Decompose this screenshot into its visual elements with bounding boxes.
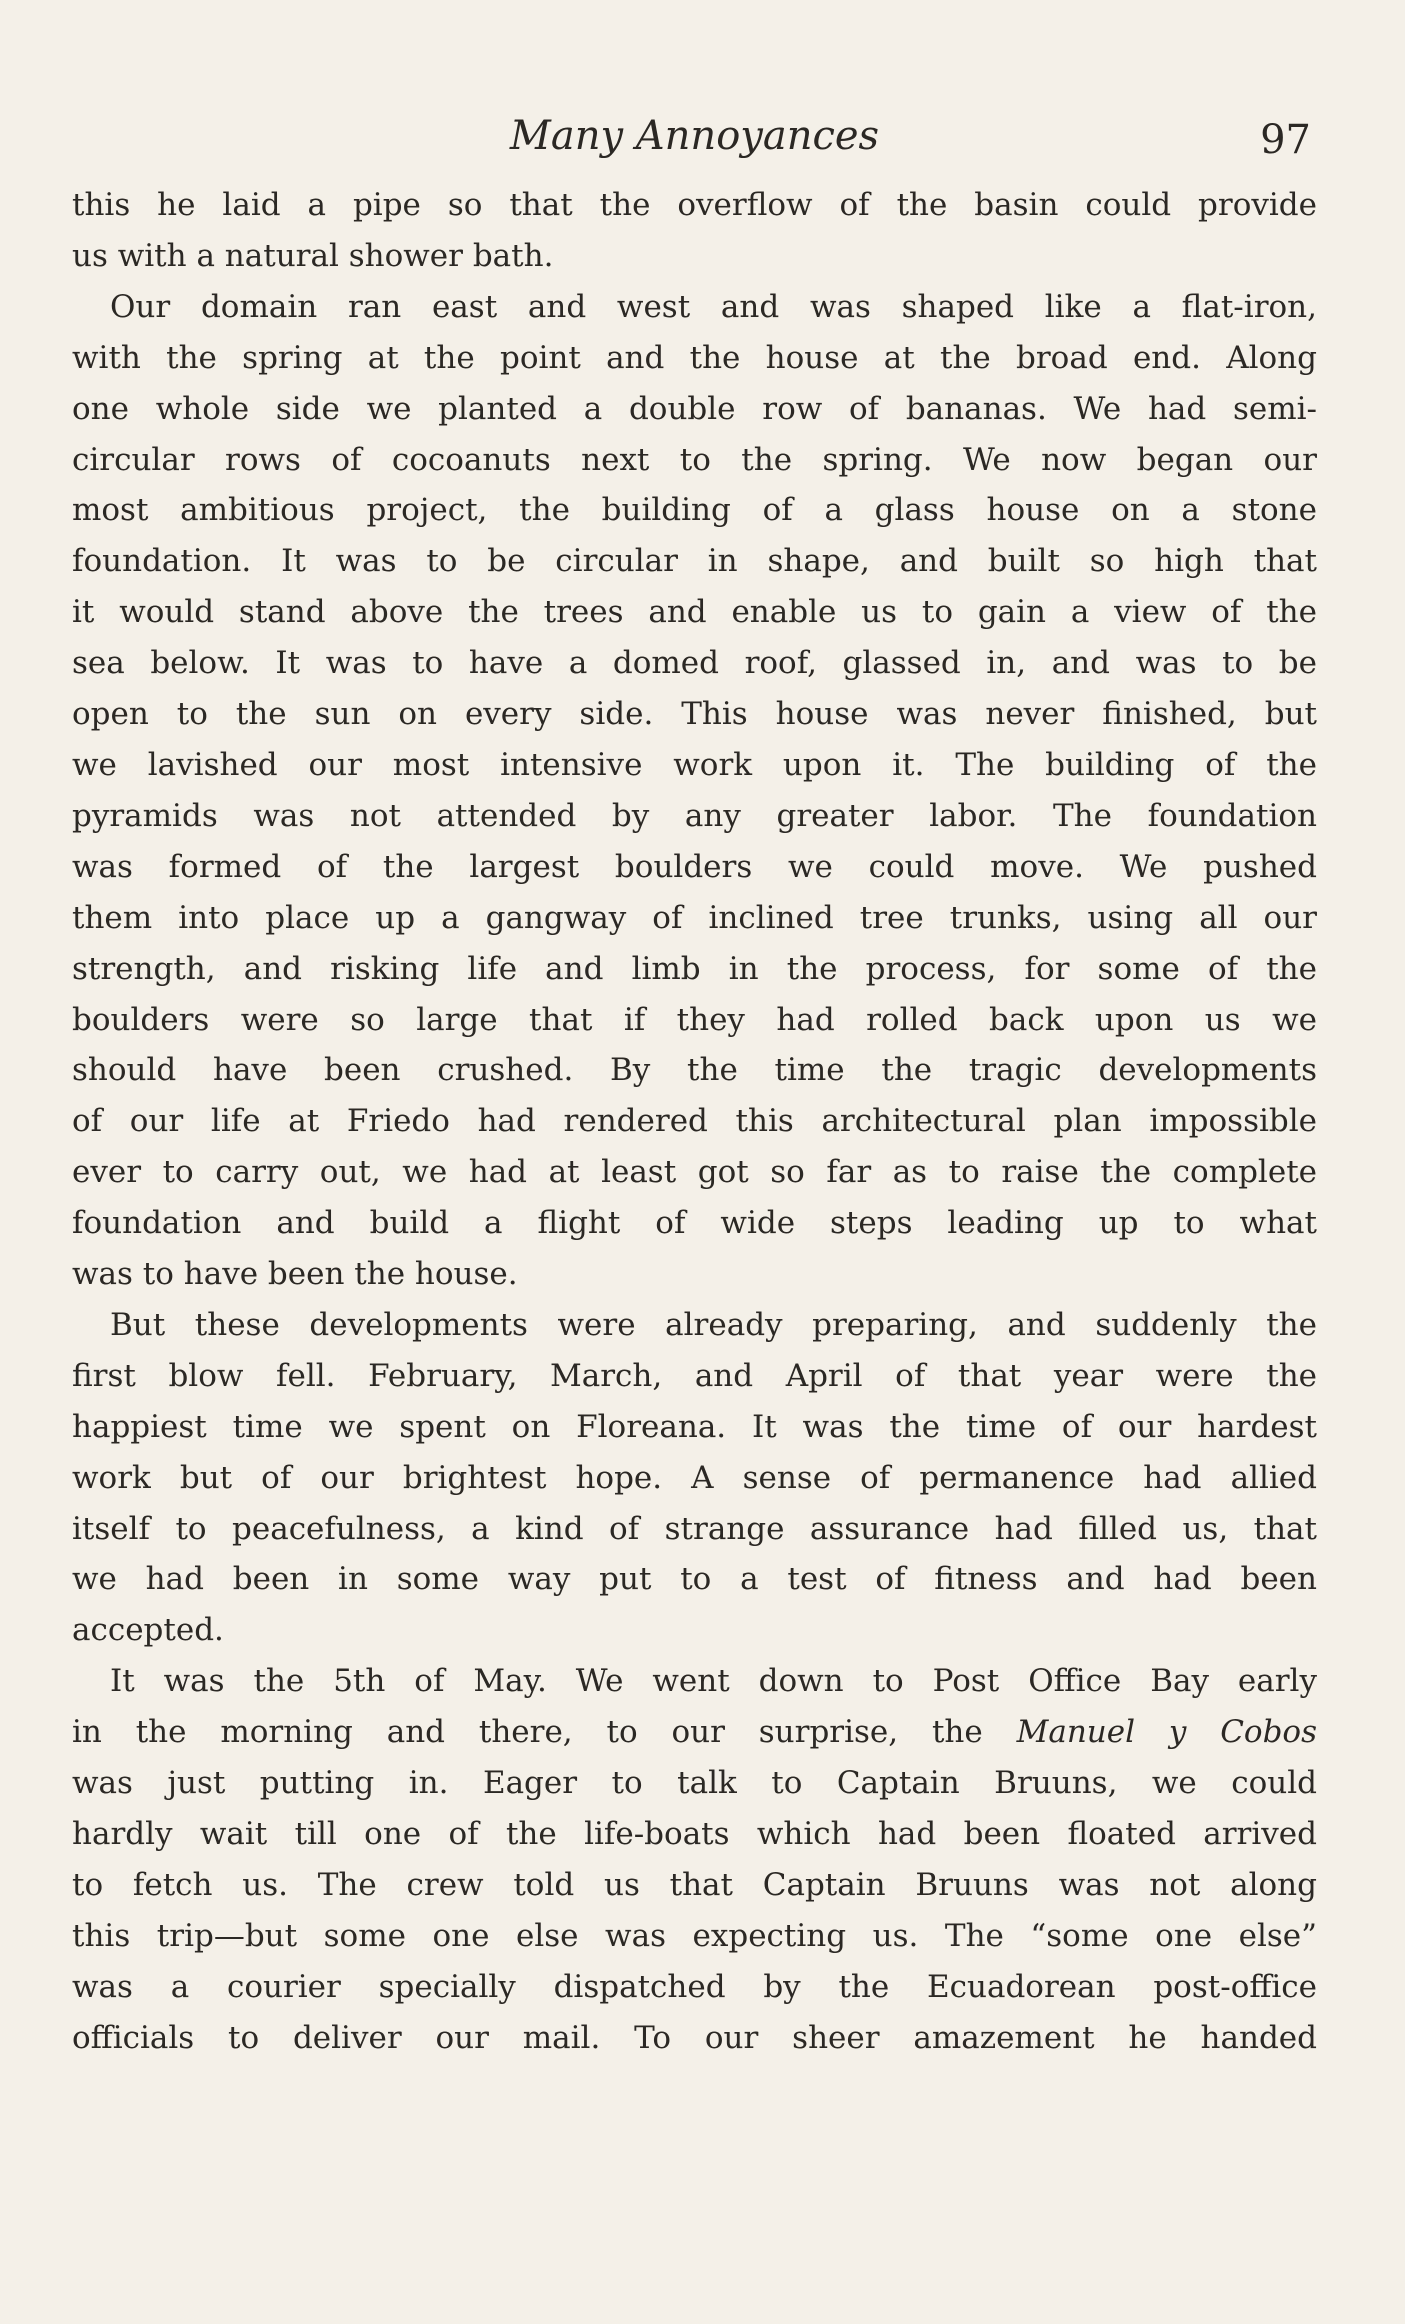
text-line: It was the 5th of May. We went down to Post Office Bay early: [110, 1663, 1317, 1700]
text-line: ever to carry out, we had at least got so far as to raise the complete: [72, 1154, 1317, 1191]
text-line: foundation. It was to be circular in shape, and built so high that: [72, 543, 1317, 580]
text-line: should have been crushed. By the time the tragic developments: [72, 1052, 1317, 1089]
text-line: it would stand above the trees and enable us to gain a view of the: [72, 594, 1317, 631]
book-page: [72, 108, 1317, 2064]
text-line: one whole side we planted a double row of bananas. We had semi-: [72, 390, 1317, 427]
text-line: circular rows of cocoanuts next to the spring. We now began our: [72, 441, 1317, 478]
running-title: Many Annoyances: [509, 113, 880, 159]
text-line: itself to peacefulness, a kind of strange assurance had filled us, that: [72, 1510, 1317, 1547]
text-line: this trip—but some one else was expecting us. The “some one else”: [72, 1917, 1317, 1954]
page-number: 97: [1260, 117, 1311, 163]
text-line: to fetch us. The crew told us that Captain Bruuns was not along: [72, 1866, 1317, 1903]
text-line: [72, 1707, 1317, 1758]
text-line: was a courier specially dispatched by the Ecuadorean post-office: [72, 1968, 1317, 2005]
text-line: us with a natural shower bath.: [72, 237, 554, 274]
text-line: with the spring at the point and the house at the broad end. Along: [72, 339, 1317, 376]
text-line: them into place up a gangway of inclined tree trunks, using all our: [72, 899, 1317, 936]
body-text: [72, 180, 1317, 2064]
text-line: sea below. It was to have a domed roof, glassed in, and was to be: [72, 645, 1317, 682]
text-line: hardly wait till one of the life-boats which had been floated arrived: [72, 1816, 1317, 1852]
paragraph: [72, 1656, 1317, 2063]
text-line: But these developments were already preparing, and suddenly the: [110, 1306, 1317, 1343]
text-line: officials to deliver our mail. To our sheer amazement he handed: [72, 2019, 1317, 2056]
text-line: work but of our brightest hope. A sense of permanence had allied: [72, 1459, 1317, 1496]
text-line: boulders were so large that if they had rolled back upon us we: [72, 1001, 1317, 1038]
text-line: strength, and risking life and limb in the process, for some of the: [72, 950, 1317, 987]
text-line: we lavished our most intensive work upon it. The building of the: [72, 746, 1317, 783]
text-line: Our domain ran east and west and was shaped like a flat-iron,: [110, 288, 1317, 325]
text-line: first blow fell. February, March, and April of that year were the: [72, 1357, 1317, 1394]
text-line: we had been in some way put to a test of fitness and had been: [72, 1561, 1317, 1598]
text-line: most ambitious project, the building of a glass house on a stone: [72, 492, 1317, 529]
paragraph: [72, 282, 1317, 1300]
text-line: was to have been the house.: [72, 1256, 518, 1293]
text-line: accepted.: [72, 1612, 224, 1649]
running-head: [72, 108, 1317, 180]
text-line: pyramids was not attended by any greater labor. The foundation: [72, 797, 1317, 834]
paragraph: [72, 180, 1317, 282]
paragraph: [72, 1300, 1317, 1656]
text-line: of our life at Friedo had rendered this architectural plan impossible: [72, 1103, 1317, 1140]
text-line: open to the sun on every side. This house was never finished, but: [72, 696, 1317, 733]
text-line: was formed of the largest boulders we could move. We pushed: [72, 848, 1317, 885]
text-line: was just putting in. Eager to talk to Captain Bruuns, we could: [72, 1765, 1317, 1802]
text-run: in the morning and there, to our surprise, the: [72, 1714, 1017, 1751]
text-line: happiest time we spent on Floreana. It was the time of our hardest: [72, 1408, 1317, 1445]
ship-name: Manuel y Cobos: [1016, 1714, 1318, 1751]
text-line: foundation and build a flight of wide steps leading up to what: [72, 1205, 1317, 1242]
text-line: this he laid a pipe so that the overflow of the basin could provide: [72, 187, 1317, 223]
